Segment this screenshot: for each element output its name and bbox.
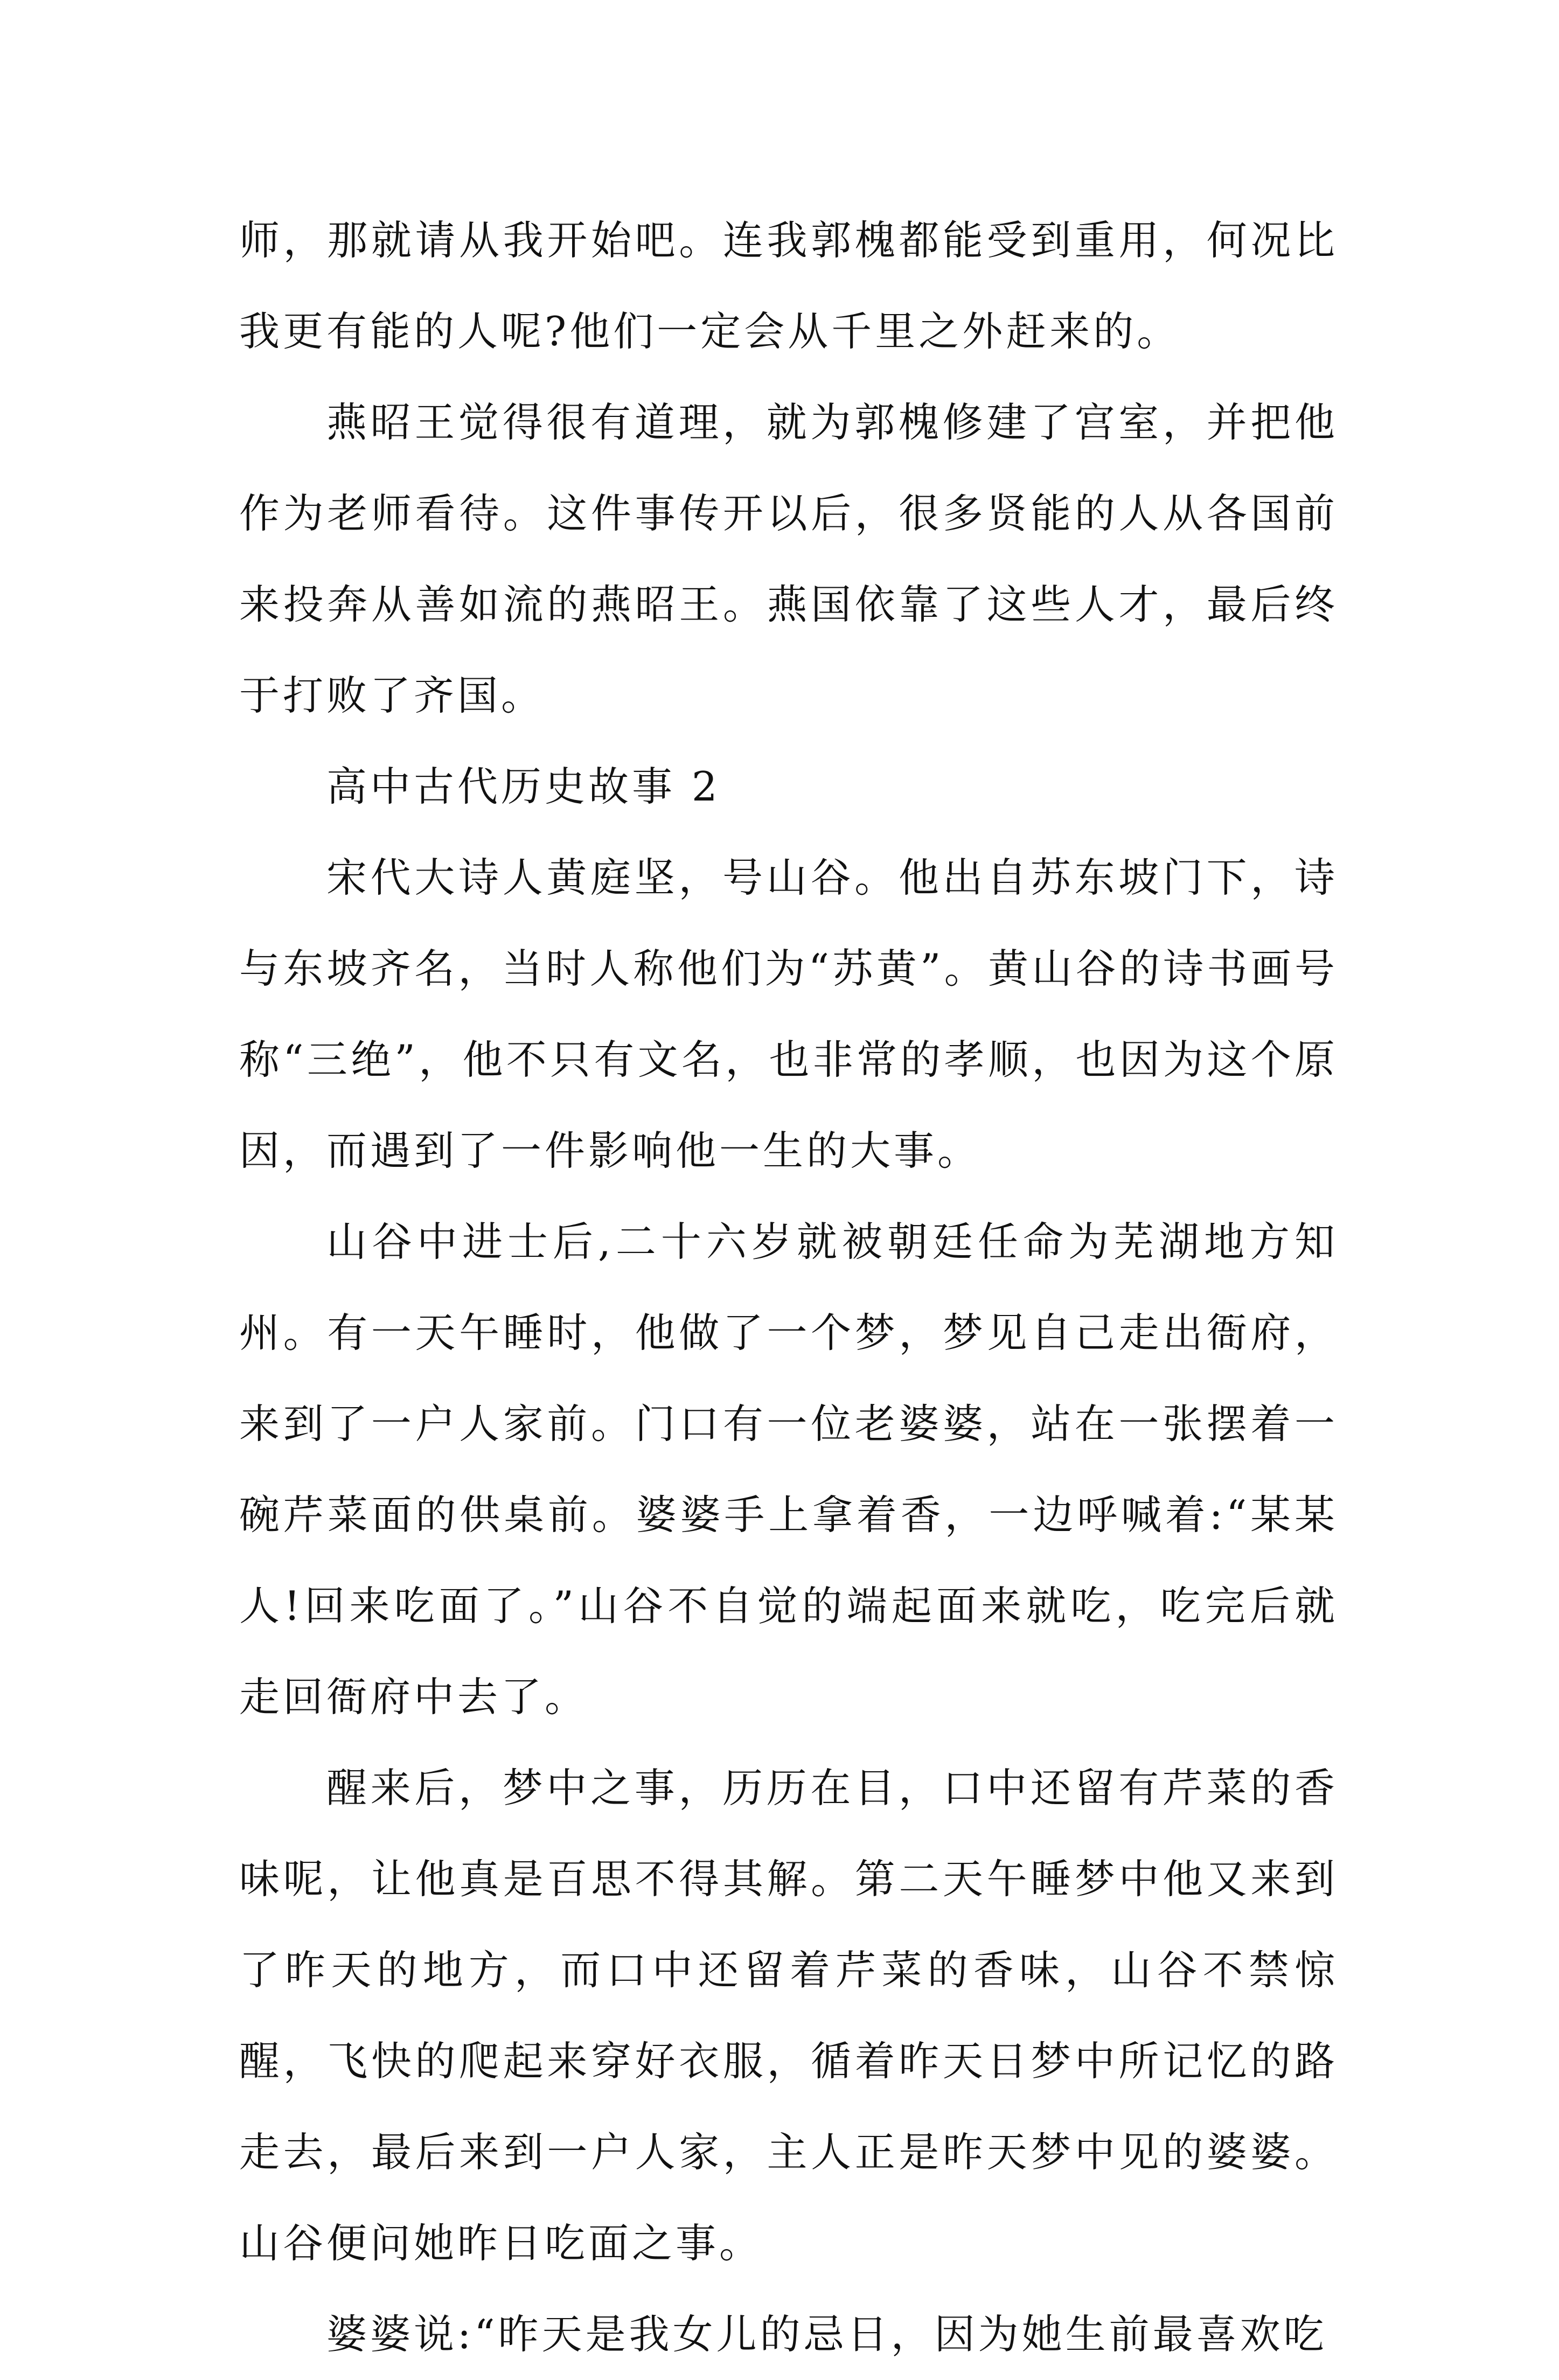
document-body	[239, 195, 1338, 2380]
section-heading: 高中古代历史故事 2	[326, 763, 721, 810]
paragraph-7: 婆婆说:“昨天是我女儿的忌日，因为她生前最喜欢吃	[326, 2311, 1327, 2358]
paragraph-5: 山谷中进士后,二十六岁就被朝廷任命为芜湖地方知州。有一天午睡时，他做了一个梦，梦见自己走出衙府，来到了一户人家前。门口有一位老婆婆，站在一张摆着一碗芹菜面的供桌前。婆婆手上拿着香，一边呼喊着:“某某人!回来吃面了。”山谷不自觉的端起面来就吃，吃完后就走回衙府中去了。	[239, 1218, 1338, 1721]
paragraph-6: 醒来后，梦中之事，历历在目，口中还留有芹菜的香味呢，让他真是百思不得其解。第二天午睡梦中他又来到了昨天的地方，而口中还留着芹菜的香味，山谷不禁惊醒，飞快的爬起来穿好衣服，循着昨天日梦中所记忆的路走去，最后来到一户人家，主人正是昨天梦中见的婆婆。山谷便问她昨日吃面之事。	[239, 1764, 1338, 2267]
paragraph-4: 宋代大诗人黄庭坚，号山谷。他出自苏东坡门下，诗与东坡齐名，当时人称他们为“苏黄”。黄山谷的诗书画号称“三绝”，他不只有文名，也非常的孝顺，也因为这个原因，而遇到了一件影响他一生的大事。	[239, 854, 1338, 1174]
paragraph-2: 燕昭王觉得很有道理，就为郭槐修建了宫室，并把他作为老师看待。这件事传开以后，很多贤能的人从各国前来投奔从善如流的燕昭王。燕国依靠了这些人才，最后终于打败了齐国。	[239, 399, 1338, 719]
paragraph-1: 师，那就请从我开始吧。连我郭槐都能受到重用，何况比我更有能的人呢?他们一定会从千里之外赶来的。	[239, 217, 1338, 355]
